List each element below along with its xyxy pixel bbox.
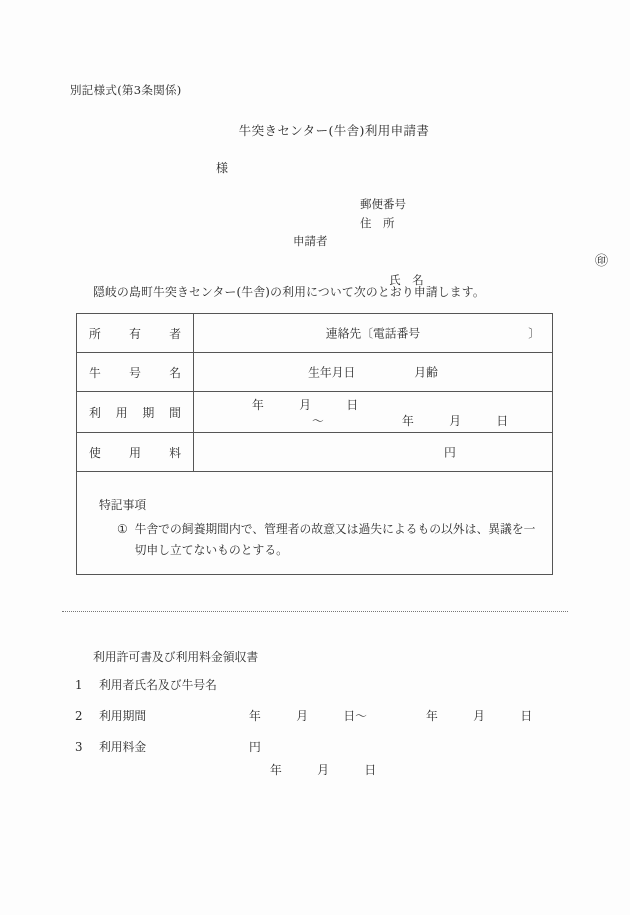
owner-label <box>77 325 193 342</box>
table-row-fee <box>77 433 553 472</box>
receipt-row-2-number: 2 <box>75 709 83 723</box>
table-row-owner <box>77 314 553 353</box>
owner-contact-area <box>194 314 552 352</box>
cow-name-label-char-0: 牛 <box>89 365 101 380</box>
document-title: 牛突きセンター(牛舎)利用申請書 <box>238 123 430 138</box>
contact-phone-label: 連絡先〔電話番号 <box>325 326 421 341</box>
applicant-label: 申請者 <box>293 234 328 248</box>
fee-label-char-2: 料 <box>169 445 181 460</box>
period-label-char-2: 期 <box>142 405 155 420</box>
period-label-char-0: 利 <box>89 405 101 420</box>
note-item <box>99 519 538 560</box>
fee-label-char-1: 用 <box>129 445 141 460</box>
period-label-char-3: 間 <box>169 405 181 420</box>
fee-label-char-0: 使 <box>89 445 101 460</box>
period-label <box>77 404 193 421</box>
receipt-row-2 <box>75 707 555 738</box>
cow-name-label-cell <box>77 353 194 392</box>
note-item-number: ① <box>117 521 128 536</box>
cow-name-label-char-1: 号 <box>129 365 141 380</box>
receipt-row-2-label: 利用期間 <box>99 709 147 723</box>
application-table <box>76 313 553 575</box>
applicant-spacer <box>360 233 590 252</box>
postal-code-field: 郵便番号 <box>360 197 406 211</box>
notes-title: 特記事項 <box>99 497 147 512</box>
receipt-row-3-value[interactable]: 円 <box>249 740 261 754</box>
period-end-field: 年 月 日 <box>402 414 509 428</box>
receipt-row-2-value[interactable]: 年 月 日～ 年 月 日 <box>249 709 533 723</box>
name-field-label: 氏 名 <box>389 273 424 287</box>
cow-birth-area <box>194 353 552 391</box>
period-label-char-1: 用 <box>115 405 128 420</box>
applicant-fields <box>360 195 608 287</box>
fee-label <box>77 444 193 461</box>
period-range-separator: ～ <box>312 414 324 428</box>
notes-cell <box>77 472 553 575</box>
cut-line-divider <box>62 611 568 612</box>
receipt-row-1 <box>75 676 555 707</box>
owner-label-char-0: 所 <box>89 326 101 341</box>
receipt-list <box>75 676 555 769</box>
owner-value-cell[interactable] <box>194 314 553 353</box>
owner-label-char-1: 有 <box>129 326 141 341</box>
fee-area <box>194 433 552 471</box>
owner-label-cell <box>77 314 194 353</box>
fee-value-cell[interactable] <box>194 433 553 472</box>
note-item-text: 牛舎での飼養期間内で、管理者の故意又は過失によるもの以外は、異議を一切申し立てないものとする。 <box>134 521 536 557</box>
contact-bracket-close: 〕 <box>528 326 540 341</box>
cow-name-label <box>77 364 193 381</box>
receipt-date-line: 年 月 日 <box>270 763 377 777</box>
table-row-cow-name <box>77 353 553 392</box>
period-start-field: 年 月 日 <box>252 398 359 412</box>
address-field: 住 所 <box>360 216 395 230</box>
period-label-cell <box>77 392 194 433</box>
birth-date-age-label: 生年月日 月齢 <box>308 365 438 380</box>
addressee-label: 様 <box>216 161 229 175</box>
fee-label-cell <box>77 433 194 472</box>
receipt-title: 利用許可書及び利用料金領収書 <box>93 650 259 664</box>
form-code: 別記様式(第3条関係) <box>70 83 182 97</box>
name-field <box>360 252 608 287</box>
owner-label-char-2: 者 <box>169 326 181 341</box>
cow-name-value-cell[interactable] <box>194 353 553 392</box>
fee-currency-unit: 円 <box>444 445 456 460</box>
cow-name-label-char-2: 名 <box>169 365 181 380</box>
receipt-row-3-number: 3 <box>75 740 83 754</box>
seal-icon: ㊞ <box>594 254 608 269</box>
table-row-period <box>77 392 553 433</box>
receipt-row-1-number: 1 <box>75 678 83 692</box>
receipt-row-3-label: 利用料金 <box>99 740 147 754</box>
intro-sentence: 隠岐の島町牛突きセンター(牛舎)の利用について次のとおり申請します。 <box>93 285 485 299</box>
period-area <box>194 392 552 432</box>
receipt-row-1-label: 利用者氏名及び牛号名 <box>99 678 217 692</box>
period-value-cell[interactable] <box>194 392 553 433</box>
table-row-notes <box>77 472 553 575</box>
